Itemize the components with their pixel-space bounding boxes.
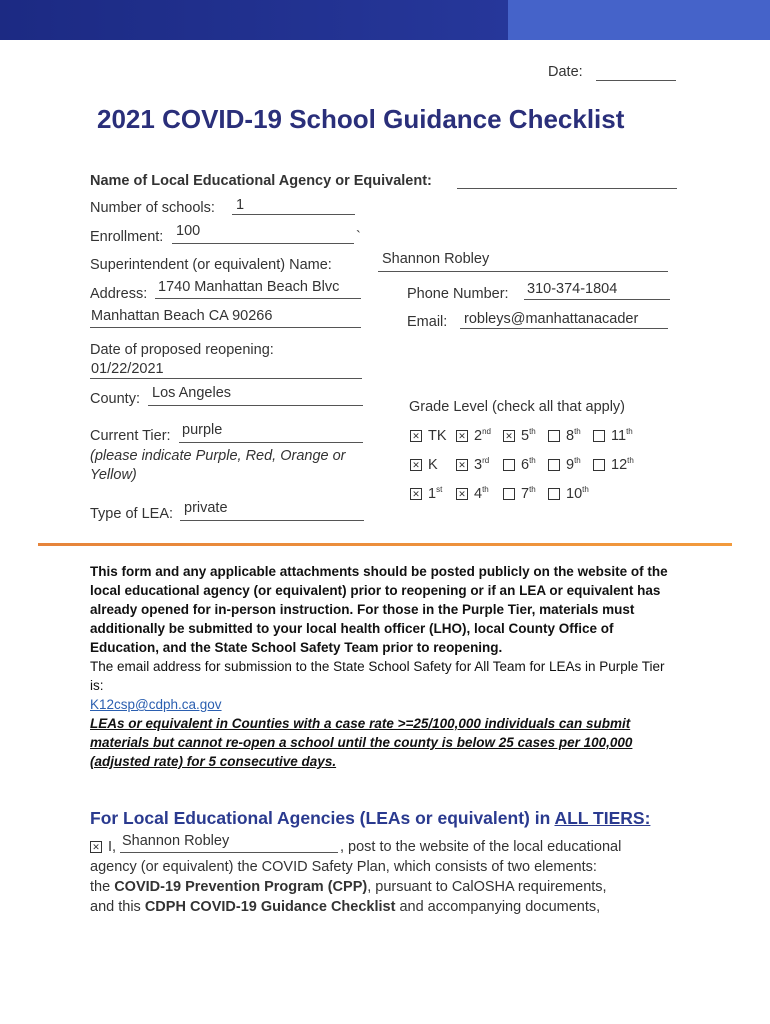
grade-suffix: rd	[482, 456, 490, 465]
grade-checkbox[interactable]	[503, 488, 515, 500]
grade-checkbox[interactable]: ✕	[456, 488, 468, 500]
grade-suffix: th	[582, 485, 589, 494]
grade-checkbox[interactable]	[548, 459, 560, 471]
email-value[interactable]: robleys@manhattanacader	[464, 311, 639, 327]
grade-checkbox[interactable]: ✕	[456, 430, 468, 442]
attest-line-4	[90, 899, 600, 915]
grade-suffix: th	[529, 485, 536, 494]
grade-checkbox[interactable]	[548, 430, 560, 442]
address-field-1	[155, 298, 361, 299]
grade-7[interactable]	[503, 486, 536, 502]
attest-l3-c: , pursuant to CalOSHA requirements,	[367, 879, 607, 895]
lea-type-label: Type of LEA:	[90, 506, 174, 522]
phone-label: Phone Number:	[407, 286, 509, 302]
grade-label: 10	[566, 486, 583, 502]
grade-1[interactable]	[410, 486, 442, 502]
grade-suffix: th	[574, 456, 581, 465]
grade-suffix: th	[627, 456, 634, 465]
grade-checkbox[interactable]: ✕	[456, 459, 468, 471]
grade-label: 7	[521, 486, 530, 502]
reopen-field	[90, 378, 362, 379]
grade-checkbox[interactable]: ✕	[410, 488, 422, 500]
grade-suffix: th	[574, 427, 581, 436]
top-banner	[0, 0, 770, 40]
grade-label: 2	[474, 428, 483, 444]
address-label: Address:	[90, 286, 148, 302]
grade-10[interactable]	[548, 486, 589, 502]
grade-checkbox[interactable]: ✕	[410, 430, 422, 442]
grade-checkbox[interactable]: ✕	[503, 430, 515, 442]
enrollment-label: Enrollment:	[90, 229, 164, 245]
lea-label: Name of Local Educational Agency or Equivalent:	[90, 173, 432, 189]
grade-2[interactable]	[456, 428, 491, 444]
attest-name[interactable]: Shannon Robley	[122, 833, 230, 849]
attest-l4-c: and accompanying documents,	[399, 899, 601, 915]
grade-label: 8	[566, 428, 575, 444]
attest-checkbox[interactable]: ✕	[90, 841, 102, 853]
grade-label: 1	[428, 486, 437, 502]
grade-checkbox[interactable]	[503, 459, 515, 471]
enrollment-value[interactable]: 100	[176, 223, 201, 239]
grade-6[interactable]	[503, 457, 536, 473]
cpp-term: COVID-19 Prevention Program (CPP)	[114, 879, 368, 895]
grade-11[interactable]	[593, 428, 633, 444]
attest-rest: , post to the website of the local educational	[340, 839, 622, 855]
attest-line-1	[90, 839, 116, 855]
reopen-label: Date of proposed reopening:	[90, 342, 274, 358]
page-title: 2021 COVID-19 School Guidance Checklist	[97, 104, 625, 134]
address-value-1[interactable]: 1740 Manhattan Beach Blvc	[158, 279, 340, 295]
attest-l4-a: and this	[90, 899, 141, 915]
grade-suffix: nd	[482, 427, 491, 436]
grade-label: 12	[611, 457, 628, 473]
grade-suffix: th	[529, 456, 536, 465]
grade-label: K	[428, 457, 438, 473]
grade-checkbox[interactable]: ✕	[410, 459, 422, 471]
address-field-2	[90, 327, 361, 328]
email-field	[460, 328, 668, 329]
banner-dark	[0, 0, 508, 40]
submission-email-link[interactable]: K12csp@cdph.ca.gov	[90, 697, 222, 712]
grade-4[interactable]	[456, 486, 489, 502]
email-label: Email:	[407, 314, 448, 330]
reopen-value[interactable]: 01/22/2021	[91, 361, 164, 377]
grade-label: 9	[566, 457, 575, 473]
grade-5[interactable]	[503, 428, 536, 444]
case-rate-warning: LEAs or equivalent in Counties with a case rate >=25/100,000 individuals can submit materials but cannot re-open a school until the county is below 25 cases per 100,000 (adjusted rate) for 5 consecutive days.	[90, 716, 633, 769]
grade-label: 5	[521, 428, 530, 444]
grade-suffix: th	[482, 485, 489, 494]
date-label: Date:	[548, 64, 583, 80]
grade-label: 3	[474, 457, 483, 473]
enrollment-tail: `	[356, 229, 361, 245]
notice-email-text: The email address for submission to the State School Safety for All Team for LEAs in Purple Tier is:	[90, 659, 665, 693]
attest-l3-a: the	[90, 879, 111, 895]
county-value[interactable]: Los Angeles	[152, 385, 232, 401]
grade-3[interactable]	[456, 457, 489, 473]
section-heading-prefix: For Local Educational Agencies (LEAs or equivalent) in	[90, 808, 551, 828]
grade-label: 4	[474, 486, 483, 502]
section-heading	[90, 808, 650, 829]
schools-label: Number of schools:	[90, 200, 215, 216]
attest-prefix: I,	[108, 839, 117, 855]
tier-hint-2: Yellow)	[90, 467, 137, 483]
grade-checkbox[interactable]	[548, 488, 560, 500]
grade-9[interactable]	[548, 457, 581, 473]
grade-label: 6	[521, 457, 530, 473]
checklist-term: CDPH COVID-19 Guidance Checklist	[144, 899, 396, 915]
grade-suffix: th	[529, 427, 536, 436]
section-divider	[38, 543, 732, 546]
enrollment-field	[172, 243, 354, 244]
grade-12[interactable]	[593, 457, 634, 473]
lea-type-field	[180, 520, 364, 521]
grade-8[interactable]	[548, 428, 581, 444]
tier-label: Current Tier:	[90, 428, 171, 444]
date-field[interactable]	[596, 80, 676, 81]
lea-type-value[interactable]: private	[184, 500, 228, 516]
banner-accent	[508, 0, 770, 40]
attest-line-2: agency (or equivalent) the COVID Safety Plan, which consists of two elements:	[90, 859, 597, 875]
notice-block	[90, 562, 680, 771]
grade-suffix: st	[436, 485, 443, 494]
notice-bold: This form and any applicable attachments should be posted publicly on the website of the local educational agency (or equivalent) prior to reopening or if an LEA or equivalent has already opened for in-person instruction. For those in the Purple Tier, materials must additionally be submitted to your local health officer (LHO), local County Office of Education, and the State School Safety Team prior to reopening.	[90, 564, 668, 655]
phone-field	[524, 299, 670, 300]
grade-k[interactable]	[410, 457, 438, 473]
address-value-2[interactable]: Manhattan Beach CA 90266	[91, 308, 273, 324]
grade-label: 11	[611, 428, 627, 444]
lea-field[interactable]	[457, 188, 677, 189]
schools-value[interactable]: 1	[236, 197, 245, 213]
tier-value[interactable]: purple	[182, 422, 223, 438]
county-field	[148, 405, 363, 406]
section-heading-emph: ALL TIERS:	[554, 808, 651, 828]
tier-hint-1: (please indicate Purple, Red, Orange or	[90, 448, 346, 464]
superintendent-label: Superintendent (or equivalent) Name:	[90, 257, 332, 273]
grade-level-title: Grade Level (check all that apply)	[409, 399, 625, 415]
schools-field	[232, 214, 355, 215]
phone-value[interactable]: 310-374-1804	[527, 281, 618, 297]
grade-label: TK	[428, 428, 447, 444]
grade-checkbox[interactable]	[593, 430, 605, 442]
attest-name-field	[120, 852, 338, 853]
grade-tk[interactable]	[410, 428, 447, 444]
tier-field	[179, 442, 363, 443]
attest-line-3	[90, 879, 607, 895]
county-label: County:	[90, 391, 140, 407]
grade-checkbox[interactable]	[593, 459, 605, 471]
superintendent-value[interactable]: Shannon Robley	[382, 251, 490, 267]
superintendent-field	[378, 271, 668, 272]
grade-suffix: th	[626, 427, 633, 436]
